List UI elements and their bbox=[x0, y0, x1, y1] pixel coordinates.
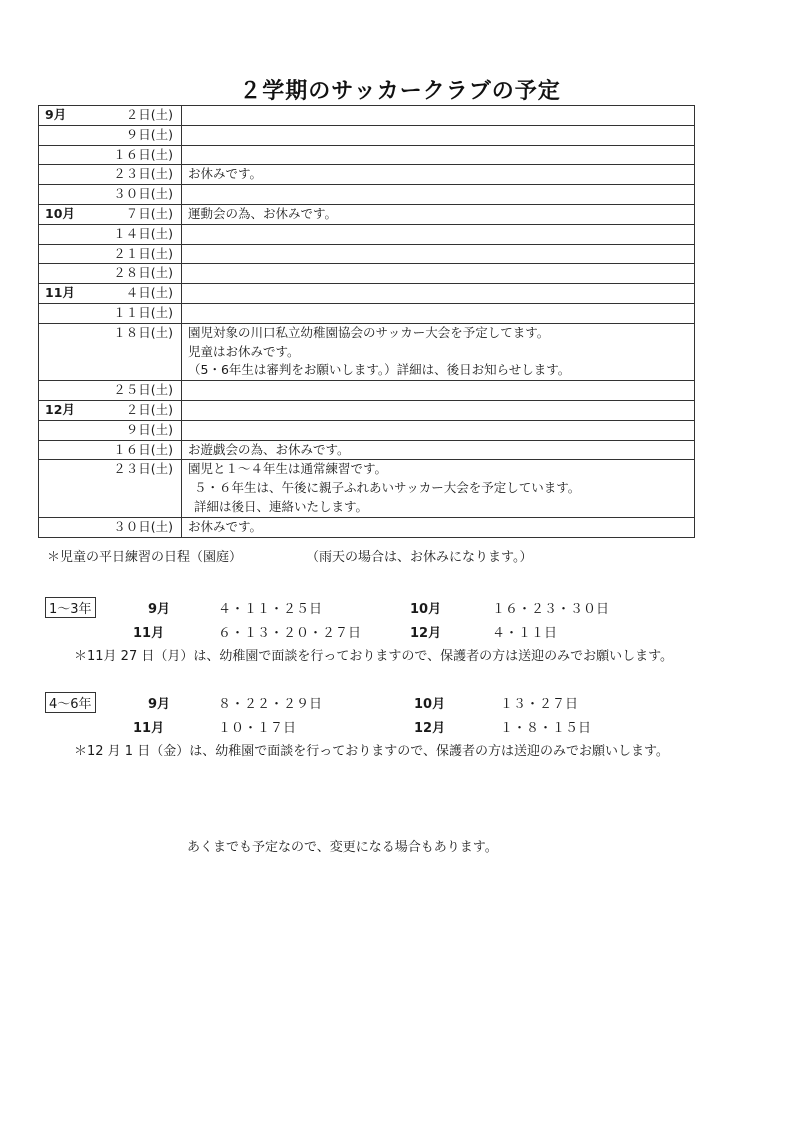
practice-days: １６・２３・３０日 bbox=[492, 602, 610, 617]
schedule-row bbox=[39, 460, 695, 517]
schedule-note: 児童はお休みです。 bbox=[188, 343, 300, 359]
schedule-note: お休みです。 bbox=[188, 166, 263, 182]
schedule-row bbox=[39, 125, 695, 145]
schedule-day: ２３日(土) bbox=[113, 461, 173, 477]
schedule-date-cell bbox=[39, 125, 182, 145]
month-label: 10月 bbox=[414, 697, 446, 712]
schedule-note-cell bbox=[182, 204, 695, 224]
footer-note: あくまでも予定なので、変更になる場合もあります。 bbox=[187, 840, 498, 855]
schedule-note: （5・6年生は審判をお願いします。）詳細は、後日お知らせします。 bbox=[188, 362, 571, 378]
schedule-note: 園児と１～４年生は通常練習です。 bbox=[188, 461, 388, 477]
practice-days: ８・２２・２９日 bbox=[218, 697, 323, 712]
schedule-month: 9月 bbox=[45, 107, 67, 122]
schedule-month: 11月 bbox=[45, 285, 75, 301]
schedule-note: お休みです。 bbox=[188, 518, 263, 534]
schedule-row bbox=[39, 244, 695, 264]
schedule-note-cell bbox=[182, 106, 695, 126]
schedule-row bbox=[39, 185, 695, 205]
practice-days: １３・２７日 bbox=[500, 697, 579, 712]
schedule-note-cell bbox=[182, 420, 695, 440]
month-label: 9月 bbox=[148, 697, 171, 712]
schedule-day: ２日(土) bbox=[125, 107, 173, 122]
schedule-table bbox=[38, 105, 695, 538]
month-label: 10月 bbox=[410, 602, 442, 617]
grade-label: 4～6年 bbox=[45, 692, 96, 713]
schedule-note-cell bbox=[182, 440, 695, 460]
practice-days: ４・１１日 bbox=[492, 626, 558, 641]
schedule-row bbox=[39, 284, 695, 304]
rain-note: （雨天の場合は、お休みになります。） bbox=[306, 550, 533, 565]
schedule-note: 運動会の為、お休みです。 bbox=[188, 205, 338, 221]
schedule-note-cell bbox=[182, 165, 695, 185]
schedule-note-cell bbox=[182, 323, 695, 380]
schedule-row bbox=[39, 440, 695, 460]
schedule-note: お遊戯会の為、お休みです。 bbox=[188, 441, 350, 457]
schedule-row bbox=[39, 303, 695, 323]
schedule-month: 12月 bbox=[45, 401, 75, 417]
schedule-date-cell bbox=[39, 400, 182, 420]
schedule-month: 10月 bbox=[45, 205, 75, 221]
practice-days: １・８・１５日 bbox=[500, 721, 592, 736]
month-label: 12月 bbox=[414, 721, 446, 736]
schedule-note: 園児対象の川口私立幼稚園協会のサッカー大会を予定してます。 bbox=[188, 324, 550, 340]
schedule-date-cell bbox=[39, 420, 182, 440]
schedule-date-cell bbox=[39, 381, 182, 401]
grade-label: 1～3年 bbox=[45, 597, 96, 618]
schedule-note-cell bbox=[182, 303, 695, 323]
schedule-date-cell bbox=[39, 224, 182, 244]
schedule-day: ９日(土) bbox=[125, 126, 173, 142]
schedule-note-cell bbox=[182, 185, 695, 205]
schedule-row bbox=[39, 381, 695, 401]
schedule-date-cell bbox=[39, 460, 182, 517]
month-label: 11月 bbox=[133, 721, 165, 736]
schedule-day: ９日(土) bbox=[125, 421, 173, 437]
schedule-date-cell bbox=[39, 185, 182, 205]
schedule-day: ２８日(土) bbox=[113, 265, 173, 281]
schedule-note-cell bbox=[182, 460, 695, 517]
schedule-day: １４日(土) bbox=[113, 225, 173, 241]
schedule-day: ２３日(土) bbox=[113, 166, 173, 182]
schedule-note-cell bbox=[182, 517, 695, 537]
month-label: 12月 bbox=[410, 626, 442, 641]
schedule-note-cell bbox=[182, 400, 695, 420]
practice-days: ４・１１・２５日 bbox=[218, 602, 323, 617]
practice-days: １０・１７日 bbox=[218, 721, 297, 736]
schedule-note-cell bbox=[182, 145, 695, 165]
schedule-day: ７日(土) bbox=[125, 205, 173, 221]
interview-note: ＊12 月 1 日（金）は、幼稚園で面談を行っておりますので、保護者の方は送迎のみでお願いします。 bbox=[74, 744, 669, 759]
schedule-note-cell bbox=[182, 264, 695, 284]
month-label: 9月 bbox=[148, 602, 171, 617]
schedule-date-cell bbox=[39, 284, 182, 304]
schedule-day: ３０日(土) bbox=[113, 186, 173, 202]
schedule-row bbox=[39, 400, 695, 420]
schedule-note-cell bbox=[182, 381, 695, 401]
schedule-day: ４日(土) bbox=[125, 285, 173, 301]
practice-days: ６・１３・２０・２７日 bbox=[218, 626, 362, 641]
schedule-row bbox=[39, 145, 695, 165]
schedule-day: ３０日(土) bbox=[113, 518, 173, 534]
schedule-date-cell bbox=[39, 264, 182, 284]
schedule-note-cell bbox=[182, 125, 695, 145]
schedule-day: １１日(土) bbox=[113, 304, 173, 320]
schedule-date-cell bbox=[39, 204, 182, 224]
schedule-row bbox=[39, 204, 695, 224]
schedule-note: ５・６年生は、午後に親子ふれあいサッカー大会を予定しています。 bbox=[194, 480, 581, 496]
schedule-day: ２日(土) bbox=[125, 401, 173, 417]
schedule-row bbox=[39, 106, 695, 126]
schedule-day: １８日(土) bbox=[113, 324, 173, 340]
schedule-date-cell bbox=[39, 165, 182, 185]
weekday-heading: ＊児童の平日練習の日程（園庭） bbox=[47, 550, 243, 565]
schedule-note: 詳細は後日、連絡いたします。 bbox=[194, 498, 369, 514]
schedule-day: ２１日(土) bbox=[113, 245, 173, 261]
schedule-date-cell bbox=[39, 145, 182, 165]
interview-note: ＊11月 27 日（月）は、幼稚園で面談を行っておりますので、保護者の方は送迎のみでお願いします。 bbox=[74, 649, 674, 664]
schedule-row bbox=[39, 165, 695, 185]
schedule-day: ２５日(土) bbox=[113, 382, 173, 398]
schedule-row bbox=[39, 224, 695, 244]
schedule-date-cell bbox=[39, 440, 182, 460]
schedule-date-cell bbox=[39, 303, 182, 323]
schedule-row bbox=[39, 517, 695, 537]
schedule-row bbox=[39, 264, 695, 284]
schedule-row bbox=[39, 323, 695, 380]
schedule-date-cell bbox=[39, 106, 182, 126]
schedule-day: １６日(土) bbox=[113, 146, 173, 162]
schedule-row bbox=[39, 420, 695, 440]
page-title: ２学期のサッカークラブの予定 bbox=[239, 79, 561, 104]
month-label: 11月 bbox=[133, 626, 165, 641]
schedule-note-cell bbox=[182, 244, 695, 264]
schedule-date-cell bbox=[39, 244, 182, 264]
schedule-note-cell bbox=[182, 224, 695, 244]
schedule-note-cell bbox=[182, 284, 695, 304]
schedule-date-cell bbox=[39, 323, 182, 380]
schedule-date-cell bbox=[39, 517, 182, 537]
schedule-day: １６日(土) bbox=[113, 441, 173, 457]
